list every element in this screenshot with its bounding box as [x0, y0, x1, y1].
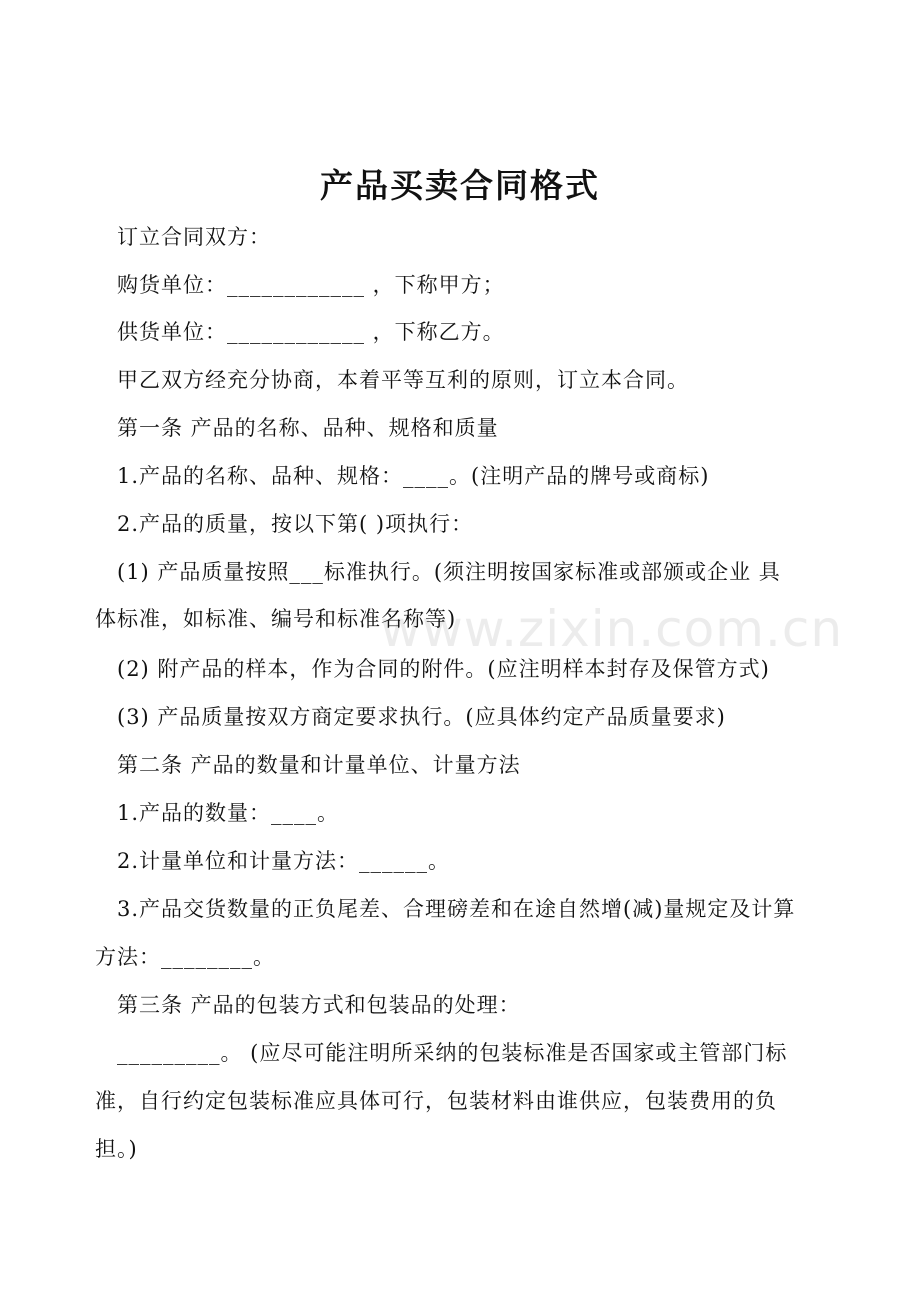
seller-line: 供货单位：____________ ，下称乙方。: [117, 320, 505, 344]
buyer-line: 购货单位：____________ ，下称甲方；: [117, 273, 505, 297]
article-1-option-1-cont: 体标准，如标准、编号和标准名称等): [95, 607, 457, 631]
article-1-item-2: 2.产品的质量，按以下第( )项执行：: [117, 512, 474, 536]
article-2-item-2: 2.计量单位和计量方法：______。: [117, 849, 451, 873]
article-1-heading: 第一条 产品的名称、品种、规格和质量: [117, 416, 499, 440]
parties-heading: 订立合同双方：: [117, 225, 271, 249]
article-2-item-3: 3.产品交货数量的正负尾差、合理磅差和在途自然增(减)量规定及计算: [117, 897, 796, 921]
article-1-option-2: (2) 附产品的样本，作为合同的附件。(应注明样本封存及保管方式): [117, 657, 770, 681]
article-3-body-cont-2: 担。): [95, 1137, 138, 1161]
article-3-body: _________。 (应尽可能注明所采纳的包装标准是否国家或主管部门标: [117, 1041, 788, 1065]
article-1-option-3: (3) 产品质量按双方商定要求执行。(应具体约定产品质量要求): [117, 705, 726, 729]
article-1-option-1: (1) 产品质量按照___标准执行。(须注明按国家标准或部颁或企业 具: [117, 560, 781, 584]
agreement-intro: 甲乙双方经充分协商，本着平等互利的原则，订立本合同。: [117, 368, 689, 392]
article-3-body-cont-1: 准，自行约定包装标准应具体可行，包装材料由谁供应，包装费用的负: [95, 1089, 777, 1113]
article-2-item-3-cont: 方法：________。: [95, 945, 275, 969]
article-2-item-1: 1.产品的数量：____。: [117, 801, 340, 825]
article-2-heading: 第二条 产品的数量和计量单位、计量方法: [117, 753, 521, 777]
article-3-heading: 第三条 产品的包装方式和包装品的处理：: [117, 993, 521, 1017]
watermark: www.zixin.com.cn: [380, 600, 844, 658]
article-1-item-1: 1.产品的名称、品种、规格：____。(注明产品的牌号或商标): [117, 464, 710, 488]
document-title: 产品买卖合同格式: [320, 166, 600, 205]
